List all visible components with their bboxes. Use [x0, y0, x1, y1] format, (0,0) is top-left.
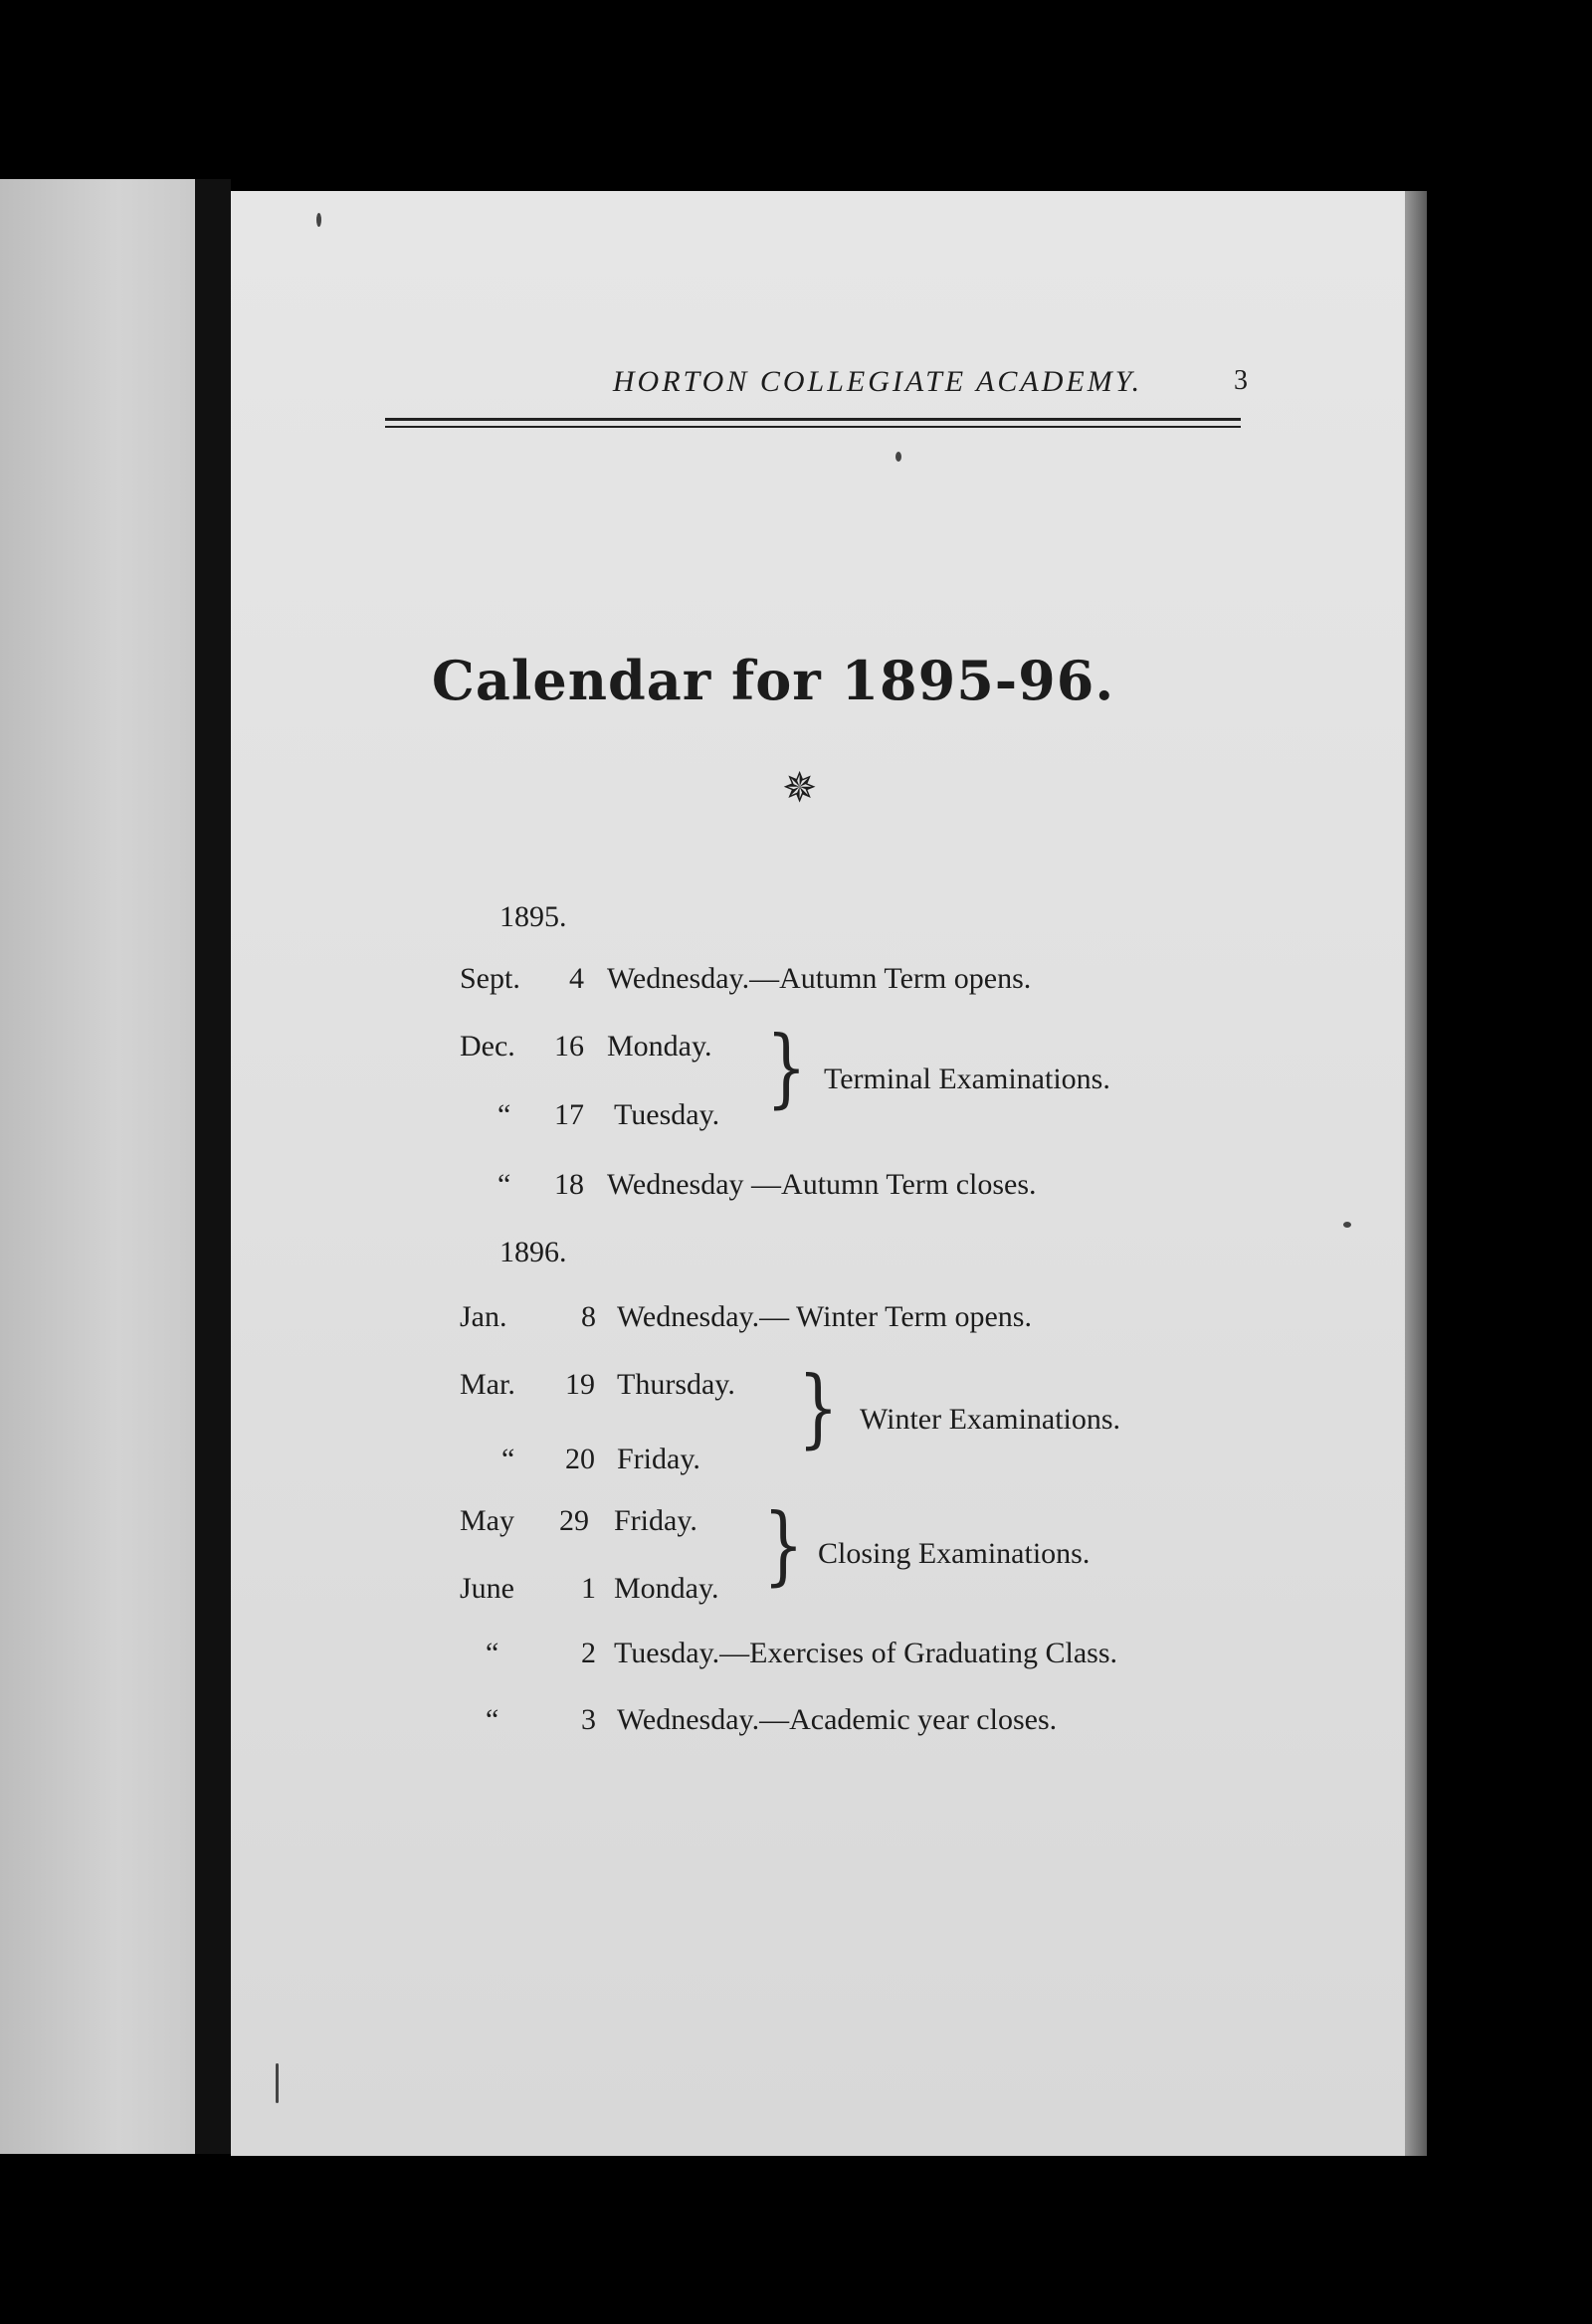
entry-day: 18	[554, 1168, 584, 1201]
entry-day: 3	[581, 1703, 596, 1736]
book-gutter	[195, 179, 231, 2154]
year-heading: 1895.	[499, 900, 567, 933]
entry-text: Friday.	[617, 1443, 700, 1475]
scan-speck	[316, 213, 321, 227]
entry-month: “	[498, 1168, 511, 1201]
header-rule-top	[385, 418, 1241, 421]
entry-day: 20	[565, 1443, 595, 1475]
entry-month: Sept.	[460, 962, 520, 995]
brace-icon: }	[798, 1359, 839, 1458]
entry-text: Wednesday —Autumn Term closes.	[607, 1168, 1037, 1201]
calendar-entry	[231, 1572, 1405, 1616]
entry-day: 29	[559, 1504, 589, 1537]
entry-day: 17	[554, 1098, 584, 1131]
brace-icon: }	[763, 1496, 804, 1596]
scan-speck	[276, 2063, 279, 2103]
scan-speck	[896, 452, 901, 462]
ornament-icon: ✵	[782, 763, 818, 812]
entry-day: 19	[565, 1368, 595, 1401]
calendar-entry	[231, 1637, 1405, 1680]
running-title: HORTON COLLEGIATE ACADEMY.	[612, 365, 1143, 398]
entry-text: Thursday.	[617, 1368, 735, 1401]
entry-day: 1	[581, 1572, 596, 1605]
facing-page	[0, 179, 199, 2154]
book-page	[231, 191, 1405, 2156]
calendar-entry	[231, 1300, 1405, 1344]
page-number: 3	[1234, 365, 1248, 396]
calendar-entry	[231, 962, 1405, 1006]
entry-month: “	[501, 1443, 515, 1475]
entry-text: Monday.	[607, 1030, 712, 1063]
entry-day: 16	[554, 1030, 584, 1063]
year-heading: 1896.	[499, 1236, 567, 1268]
page-edge	[1405, 191, 1427, 2156]
group-label: Winter Examinations.	[860, 1403, 1121, 1436]
entry-text: Wednesday.—Academic year closes.	[617, 1703, 1058, 1736]
group-label: Terminal Examinations.	[824, 1063, 1110, 1095]
calendar-entry	[231, 1168, 1405, 1212]
calendar-entry	[231, 1703, 1405, 1747]
scan-speck	[1343, 1222, 1351, 1228]
entry-day: 2	[581, 1637, 596, 1669]
entry-month: “	[498, 1098, 511, 1131]
entry-text: Tuesday.—Exercises of Graduating Class.	[614, 1637, 1118, 1669]
entry-month: May	[460, 1504, 514, 1537]
entry-text: Monday.	[614, 1572, 719, 1605]
entry-month: June	[460, 1572, 514, 1605]
entry-text: Friday.	[614, 1504, 697, 1537]
calendar-entry	[231, 1030, 1405, 1073]
entry-month: Dec.	[460, 1030, 515, 1063]
entry-month: “	[486, 1703, 499, 1736]
running-header	[380, 365, 1467, 425]
entry-text: Wednesday.—Autumn Term opens.	[607, 962, 1032, 995]
entry-day: 8	[581, 1300, 596, 1333]
group-label: Closing Examinations.	[818, 1537, 1091, 1570]
entry-month: “	[486, 1637, 499, 1669]
calendar-title: Calendar for 1895-96.	[431, 649, 1115, 712]
entry-month: Mar.	[460, 1368, 515, 1401]
header-rule-bottom	[385, 426, 1241, 428]
entry-text: Tuesday.	[614, 1098, 720, 1131]
brace-icon: }	[766, 1019, 807, 1118]
calendar-entry	[231, 1098, 1405, 1142]
entry-day: 4	[569, 962, 584, 995]
entry-text: Wednesday.— Winter Term opens.	[617, 1300, 1032, 1333]
entry-month: Jan.	[460, 1300, 507, 1333]
